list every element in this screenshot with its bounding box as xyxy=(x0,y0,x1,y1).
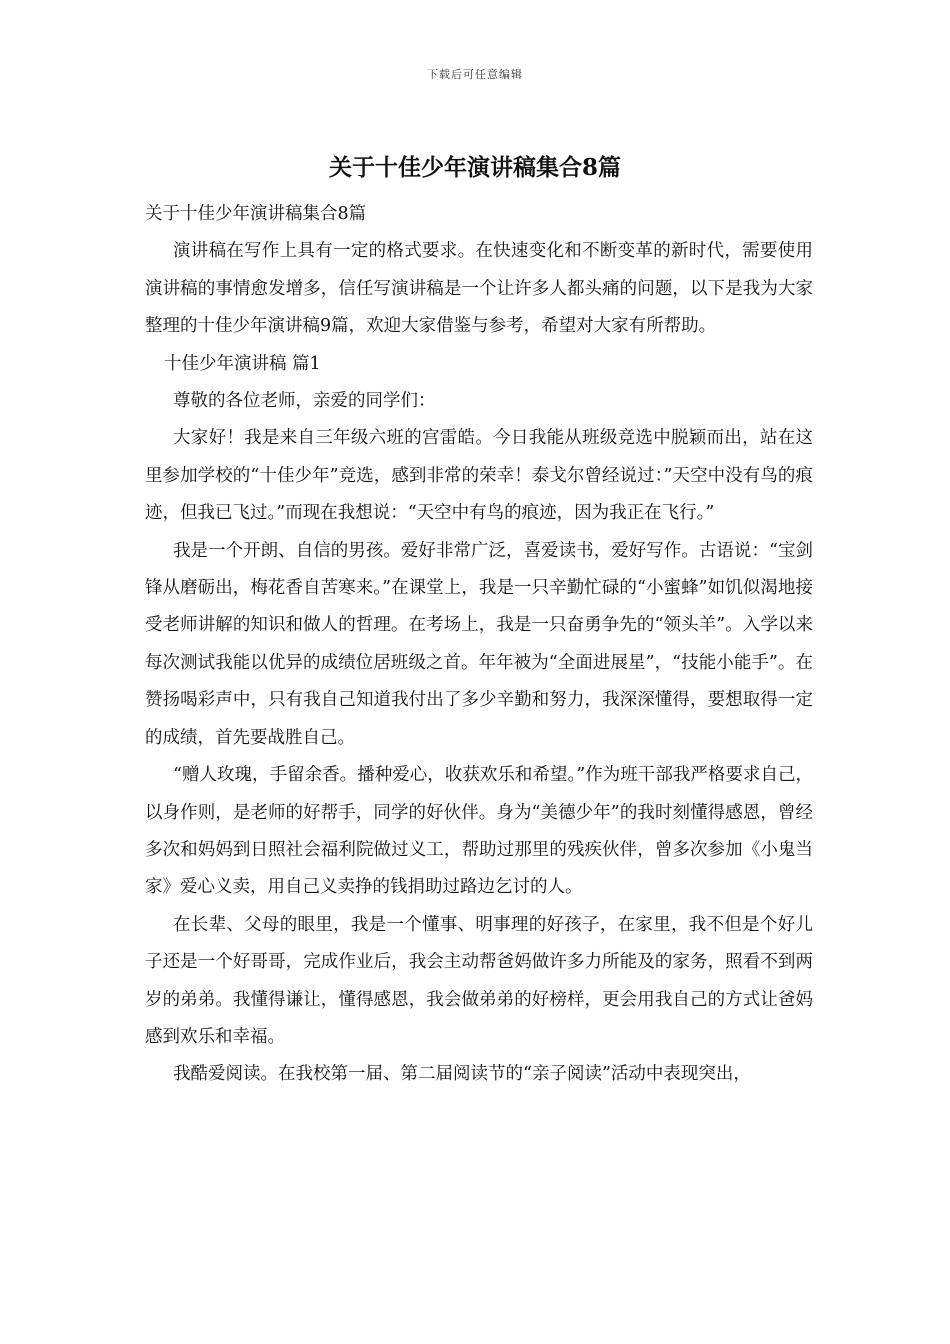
paragraph: 我酷爱阅读。在我校第一届、第二届阅读节的“亲子阅读”活动中表现突出， xyxy=(173,1064,751,1085)
document-body xyxy=(145,196,813,1094)
document-subtitle: 关于十佳少年演讲稿集合8篇 xyxy=(145,204,367,224)
paragraph: 我是一个开朗、自信的男孩。爱好非常广泛，喜爱读书，爱好写作。古语说：“宝剑锋从磨砺出，梅花香自苦寒来。”在课堂上，我是一只辛勤忙碌的“小蜜蜂”如饥似渴地接受老师讲解的知识和做人的哲理。在考场上，我是一只奋勇争先的“领头羊”。入学以来每次测试我能以优异的成绩位居班级之首。年年被为“全面进展星”，“技能小能手”。在赞扬喝彩声中，只有我自己知道我付出了多少辛勤和努力，我深深懂得，要想取得一定的成绩，首先要战胜自己。 xyxy=(145,540,813,748)
intro-paragraph: 演讲稿在写作上具有一定的格式要求。在快速变化和不断变革的新时代，需要使用演讲稿的事情愈发增多，信任写演讲稿是一个让许多人都头痛的问题，以下是我为大家整理的十佳少年演讲稿9篇，欢迎大家借鉴与参考，希望对大家有所帮助。 xyxy=(145,241,813,337)
paragraph: 大家好！我是来自三年级六班的宫雷皓。今日我能从班级竞选中脱颖而出，站在这里参加学校的“十佳少年”竞选，感到非常的荣幸！泰戈尔曾经说过：”天空中没有鸟的痕迹，但我已飞过。”而现在我想说：“天空中有鸟的痕迹，因为我正在飞行。” xyxy=(145,428,813,524)
document-title: 关于十佳少年演讲稿集合8篇 xyxy=(328,154,621,181)
paragraph: “赠人玫瑰，手留余香。播种爱心，收获欢乐和希望。”作为班干部我严格要求自己，以身作则，是老师的好帮手，同学的好伙伴。身为“美德少年”的我时刻懂得感恩，曾经多次和妈妈到日照社会福利院做过义工，帮助过那里的残疾伙伴，曾多次参加《小鬼当家》爱心义卖，用自己义卖挣的钱捐助过路边乞讨的人。 xyxy=(145,765,813,898)
header-note: 下载后可任意编辑 xyxy=(427,68,523,81)
section-heading: 十佳少年演讲稿 篇1 xyxy=(164,353,321,374)
salutation: 尊敬的各位老师，亲爱的同学们： xyxy=(173,391,436,412)
paragraph: 在长辈、父母的眼里，我是一个懂事、明事理的好孩子，在家里，我不但是个好儿子还是一个好哥哥，完成作业后，我会主动帮爸妈做许多力所能及的家务，照看不到两岁的弟弟。我懂得谦让，懂得感恩，我会做弟弟的好榜样，更会用我自己的方式让爸妈感到欢乐和幸福。 xyxy=(145,914,813,1047)
